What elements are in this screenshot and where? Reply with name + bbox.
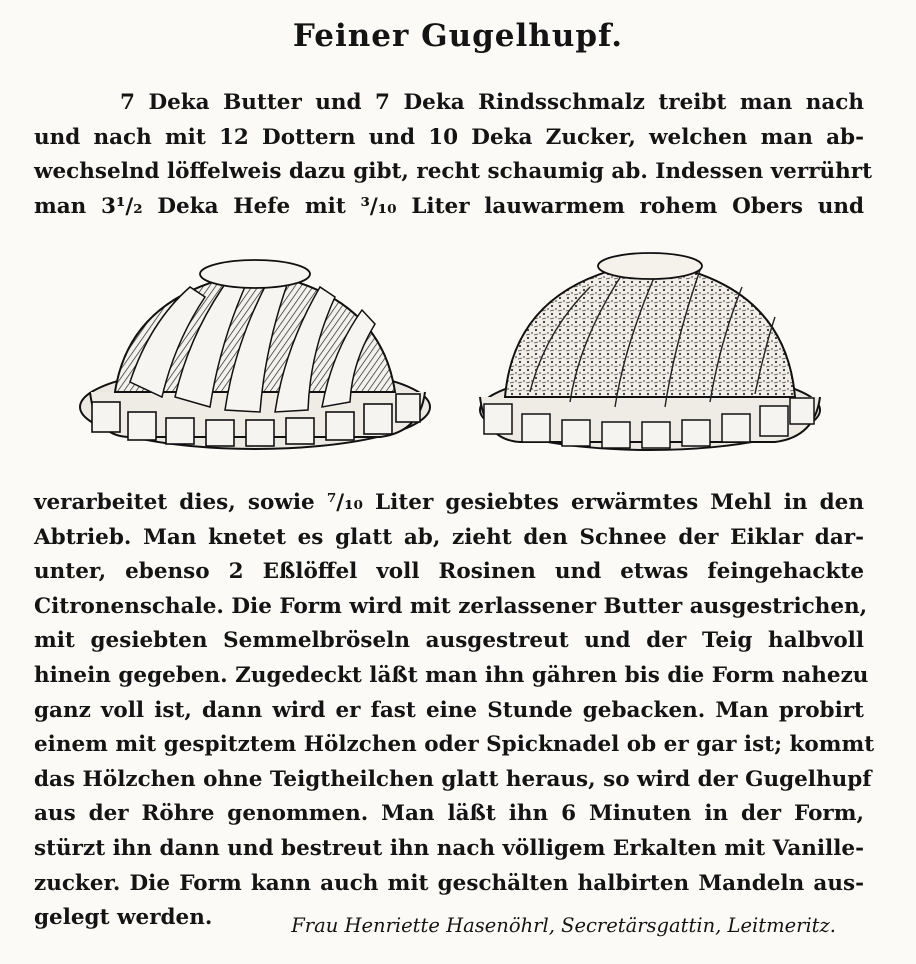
text-line: aus der Röhre genommen. Man läßt ihn 6 Minuten in der Form, (34, 801, 864, 827)
author-signature: Frau Henriette Hasenöhrl, Secretärsgattin, Leitmeritz. (291, 914, 836, 937)
text-line: stürzt ihn dann und bestreut ihn nach völligem Erkalten mit Vanille- (34, 835, 864, 861)
text-line: verarbeitet dies, sowie ⁷/₁₀ Liter gesiebtes erwärmtes Mehl in den (34, 490, 864, 515)
text-line: gelegt werden. (34, 905, 213, 931)
page-title: Feiner Gugelhupf. (292, 18, 624, 54)
paragraph-intro (34, 86, 873, 224)
text-line: das Hölzchen ohne Teigtheilchen glatt heraus, so wird der Gugelhupf (34, 766, 872, 792)
gugelhupf-mold-icon (80, 260, 430, 449)
gugelhupf-illustration (70, 232, 840, 484)
text-line: und nach mit 12 Dottern und 10 Deka Zucker, welchen man ab- (34, 124, 864, 150)
text-line: einem mit gespitztem Hölzchen oder Spicknadel ob er gar ist; kommt (34, 732, 875, 758)
text-line: Citronenschale. Die Form wird mit zerlassener Butter ausgestrichen, (34, 593, 868, 619)
text-line: unter, ebenso 2 Eßlöffel voll Rosinen und etwas feingehackte (34, 559, 864, 585)
text-line: mit gesiebten Semmelbröseln ausgestreut und der Teig halbvoll (34, 628, 864, 654)
gugelhupf-cake-icon (480, 253, 820, 450)
text-line: wechselnd löffelweis dazu gibt, recht schaumig ab. Indessen verrührt (34, 159, 873, 185)
text-line: Abtrieb. Man knetet es glatt ab, zieht den Schnee der Eiklar dar- (34, 524, 864, 550)
text-line: zucker. Die Form kann auch mit geschälten halbirten Mandeln aus- (34, 870, 864, 896)
paragraph-method (34, 486, 875, 936)
text-line: hinein gegeben. Zugedeckt läßt man ihn gähren bis die Form nahezu (34, 662, 869, 688)
text-line: ganz voll ist, dann wird er fast eine Stunde gebacken. Man probirt (34, 697, 864, 723)
text-line: man 3¹/₂ Deka Hefe mit ³/₁₀ Liter lauwarmem rohem Obers und (34, 193, 864, 219)
text-line: 7 Deka Butter und 7 Deka Rindsschmalz treibt man nach (120, 90, 864, 115)
